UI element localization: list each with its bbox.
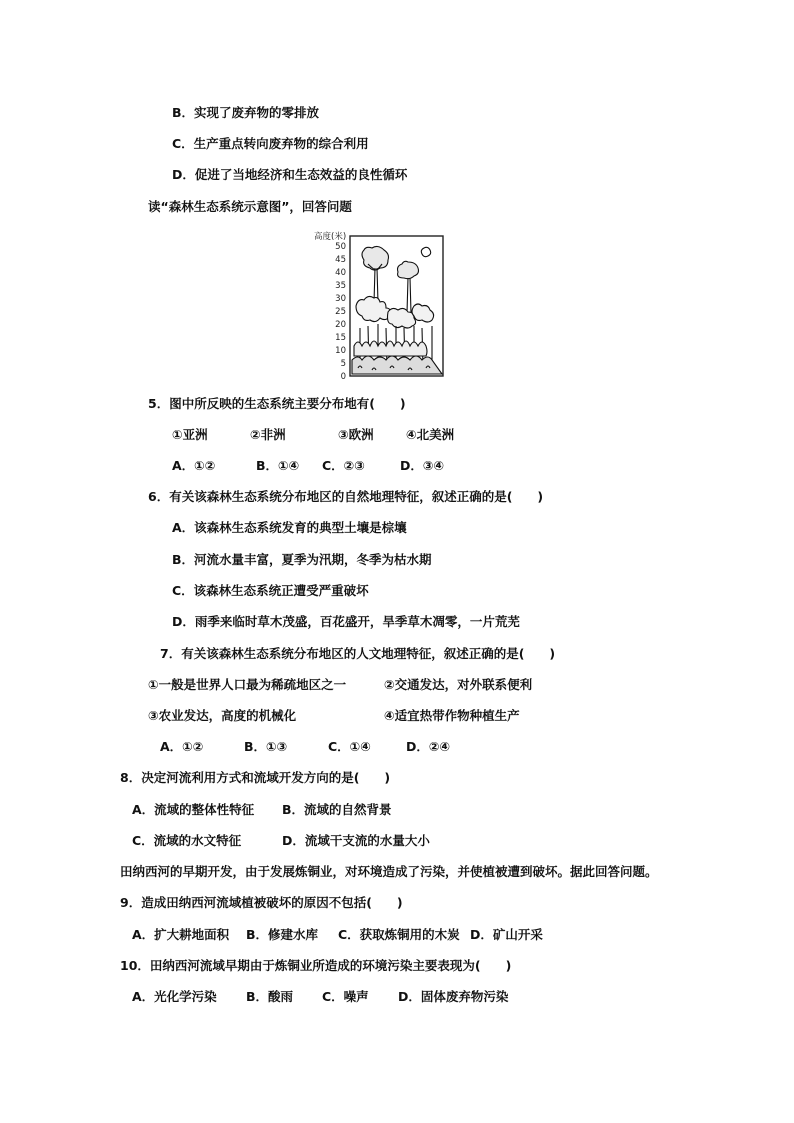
q5-item-3: ③欧洲 [338,427,374,442]
q6-option-d: D．雨季来临时草木茂盛，百花盛开，旱季草木凋零，一片荒芜 [172,614,520,629]
height-tick-label: 50 [335,242,346,252]
q5-option-d: D．③④ [400,458,445,473]
q7-item-4: ④适宜热带作物种植生产 [384,708,520,723]
height-tick-label: 15 [335,333,346,343]
q5-option-a: A．①② [172,458,216,473]
option-b: B．实现了废弃物的零排放 [172,105,320,120]
q5-option-b: B．①④ [256,458,300,473]
q9-option-d: D．矿山开采 [470,927,543,942]
q7-option-a: A．①② [160,739,204,754]
height-tick-label: 10 [335,346,346,356]
question-9-stem: 9．造成田纳西河流域植被破坏的原因不包括( ) [120,895,403,910]
q6-option-b: B．河流水量丰富，夏季为汛期，冬季为枯水期 [172,552,432,567]
q6-option-a: A．该森林生态系统发育的典型土壤是棕壤 [172,520,407,535]
q8-option-c: C．流域的水文特征 [132,833,242,848]
q7-option-c: C．①④ [328,739,371,754]
height-tick-label: 30 [335,294,346,304]
q7-item-1: ①一般是世界人口最为稀疏地区之一 [148,677,347,692]
question-5-stem: 5．图中所反映的生态系统主要分布地有( ) [148,396,406,411]
question-6-stem: 6．有关该森林生态系统分布地区的自然地理特征，叙述正确的是( ) [148,489,544,504]
height-tick-label: 20 [335,320,346,330]
option-d: D．促进了当地经济和生态效益的良性循环 [172,167,408,182]
option-c: C．生产重点转向废弃物的综合利用 [172,136,369,151]
q5-item-1: ①亚洲 [172,427,208,442]
q9-option-c: C．获取炼铜用的木炭 [338,927,460,942]
height-tick-label: 25 [335,307,346,317]
axis-label: 高度(米) [314,232,347,242]
q9-option-b: B．修建水库 [246,927,319,942]
q5-item-2: ②非洲 [250,427,286,442]
height-tick-label: 5 [340,359,346,369]
q10-option-d: D．固体废弃物污染 [398,989,509,1004]
q7-option-d: D．②④ [406,739,451,754]
question-8-stem: 8．决定河流利用方式和流域开发方向的是( ) [120,770,391,785]
q5-option-c: C．②③ [322,458,365,473]
q9-option-a: A．扩大耕地面积 [132,927,230,942]
height-tick-label: 40 [335,268,346,278]
q8-option-b: B．流域的自然背景 [282,802,392,817]
q10-option-b: B．酸雨 [246,989,294,1004]
q7-item-3: ③农业发达，高度的机械化 [148,708,297,723]
question-10-stem: 10．田纳西河流域早期由于炼铜业所造成的环境污染主要表现为( ) [120,958,512,973]
intro-text: 读“森林生态系统示意图”，回答问题 [148,199,352,214]
question-7-stem: 7．有关该森林生态系统分布地区的人文地理特征，叙述正确的是( ) [160,646,556,661]
forest-ecosystem-figure [312,228,446,380]
q8-option-d: D．流域干支流的水量大小 [282,833,430,848]
height-tick-label: 0 [340,372,346,380]
q5-item-4: ④北美洲 [406,427,455,442]
q6-option-c: C．该森林生态系统正遭受严重破坏 [172,583,369,598]
q7-option-b: B．①③ [244,739,288,754]
height-tick-label: 35 [335,281,346,291]
q10-option-a: A．光化学污染 [132,989,217,1004]
q8-option-a: A．流域的整体性特征 [132,802,255,817]
q10-option-c: C．噪声 [322,989,369,1004]
passage-text: 田纳西河的早期开发，由于发展炼铜业，对环境造成了污染，并使植被遭到破坏。据此回答问题。 [120,864,658,879]
height-tick-label: 45 [335,255,346,265]
q7-item-2: ②交通发达，对外联系便利 [384,677,533,692]
